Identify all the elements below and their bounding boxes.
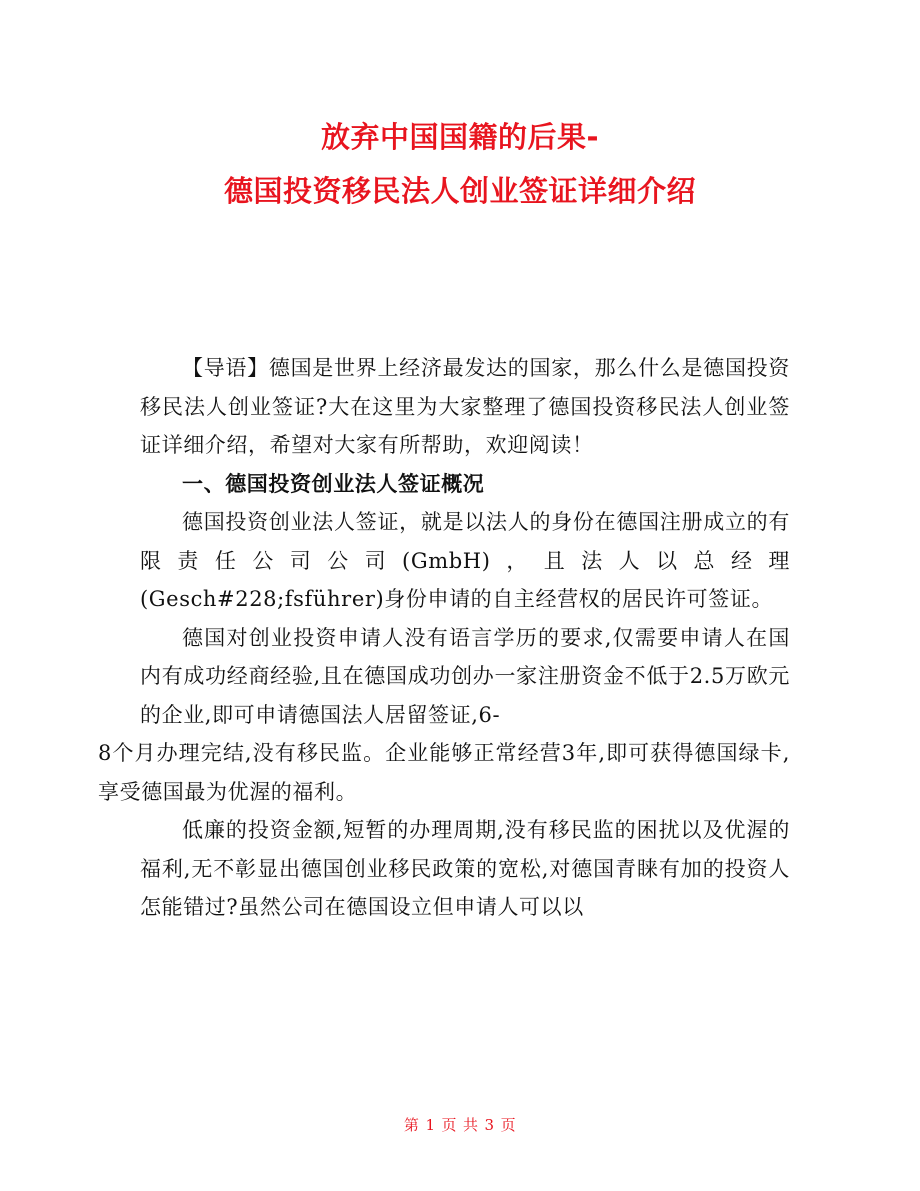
paragraph-requirements-part-1: 德国对创业投资申请人没有语言学历的要求,仅需要申请人在国内有成功经商经验,且在德国成功创办一家注册资金不低于2.5万欧元的企业,即可申请德国法人居留签证,6- [140, 625, 790, 727]
footer-label-ye: 页 [441, 1116, 457, 1134]
section-heading-1: 一、德国投资创业法人签证概况 [182, 471, 485, 496]
page-footer [0, 1114, 920, 1135]
document-body [98, 349, 790, 927]
paragraph-requirements [98, 619, 790, 812]
footer-label-page: 第 [403, 1116, 420, 1134]
footer-label-ye2: 页 [500, 1116, 517, 1134]
title-line-2: 德国投资移民法人创业签证详细介绍 [223, 174, 696, 208]
paragraph-overview: 德国投资创业法人签证，就是以法人的身份在德国注册成立的有限责任公司公司(GmbH)，且法人以总经理(Gesch#228;fsführer)身份申请的自主经营权的居民许可签证。 [140, 510, 790, 611]
paragraph-requirements-part-2: 8个月办理完结,没有移民监。企业能够正常经营3年,即可获得德国绿卡,享受德国最为优渥的福利。 [98, 741, 790, 804]
paragraph-intro: 【导语】德国是世界上经济最发达的国家，那么什么是德国投资移民法人创业签证?大在这里为大家整理了德国投资移民法人创业签证详细介绍，希望对大家有所帮助，欢迎阅读！ [140, 356, 790, 457]
paragraph-benefits: 低廉的投资金额,短暂的办理周期,没有移民监的困扰以及优渥的福利,无不彰显出德国创业移民政策的宽松,对德国青睐有加的投资人怎能错过?虽然公司在德国设立但申请人可以以 [140, 818, 790, 919]
footer-current-page: 1 [425, 1116, 436, 1134]
footer-total-pages: 3 [484, 1116, 495, 1134]
footer-label-total: 共 [463, 1116, 479, 1134]
title-line-1: 放弃中国国籍的后果- [320, 120, 600, 154]
